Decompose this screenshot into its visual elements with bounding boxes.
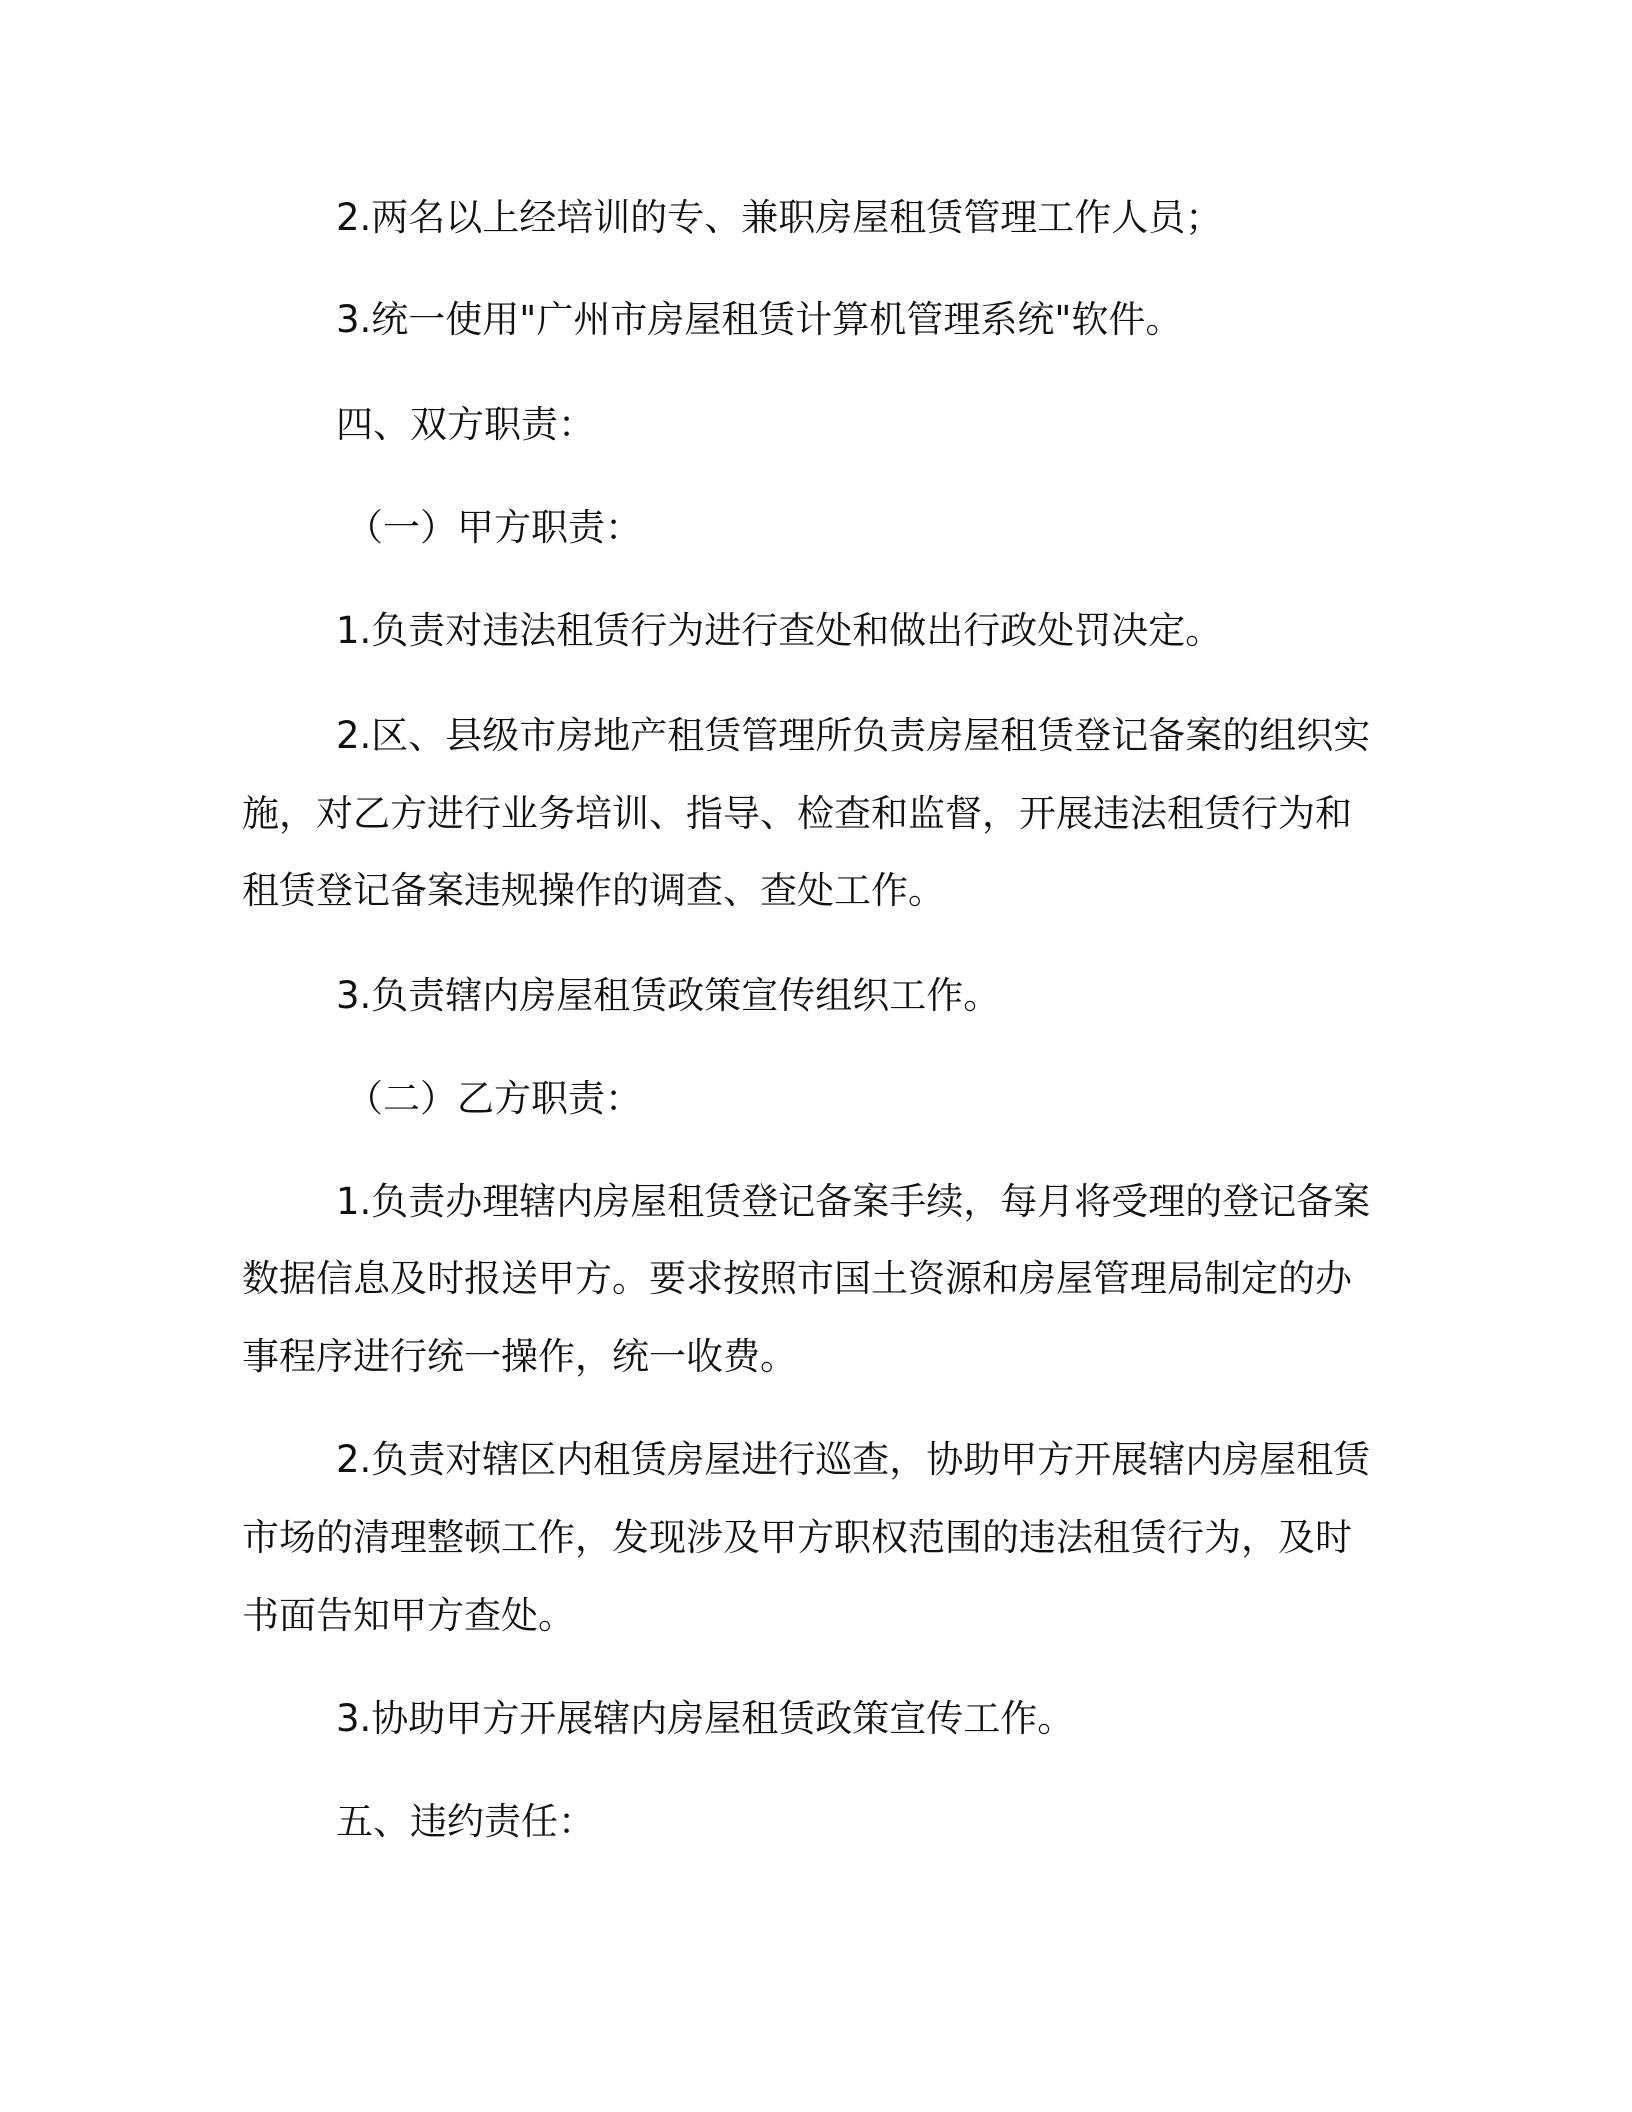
- paragraph-party-b-duty-2-line-3: 书面告知甲方查处。: [242, 1594, 575, 1637]
- paragraph-staff-requirement: 2.两名以上经培训的专、兼职房屋租赁管理工作人员；: [336, 196, 1223, 239]
- paragraph-party-b-duty-2-line-2: 市场的清理整顿工作，发现涉及甲方职权范围的违法租赁行为，及时: [242, 1516, 1352, 1559]
- paragraph-party-b-duty-2-line-1: 2.负责对辖区内租赁房屋进行巡查，协助甲方开展辖内房屋租赁: [336, 1438, 1371, 1481]
- paragraph-party-a-duty-3: 3.负责辖内房屋租赁政策宣传组织工作。: [336, 974, 1001, 1017]
- paragraph-software-requirement: 3.统一使用"广州市房屋租赁计算机管理系统"软件。: [336, 298, 1183, 341]
- paragraph-party-b-duty-1-line-1: 1.负责办理辖内房屋租赁登记备案手续，每月将受理的登记备案: [336, 1180, 1371, 1223]
- paragraph-party-b-duty-3: 3.协助甲方开展辖内房屋租赁政策宣传工作。: [336, 1697, 1075, 1740]
- section-heading-duties: 四、双方职责：: [336, 403, 595, 446]
- paragraph-party-a-duty-1: 1.负责对违法租赁行为进行查处和做出行政处罚决定。: [336, 609, 1223, 652]
- paragraph-party-a-duty-2-line-3: 租赁登记备案违规操作的调查、查处工作。: [242, 869, 945, 912]
- subsection-heading-party-b: （二）乙方职责：: [346, 1077, 642, 1120]
- paragraph-party-b-duty-1-line-2: 数据信息及时报送甲方。要求按照市国土资源和房屋管理局制定的办: [242, 1257, 1352, 1300]
- paragraph-party-a-duty-2-line-2: 施，对乙方进行业务培训、指导、检查和监督，开展违法租赁行为和: [242, 792, 1352, 835]
- subsection-heading-party-a: （一）甲方职责：: [346, 506, 642, 549]
- paragraph-party-b-duty-1-line-3: 事程序进行统一操作，统一收费。: [242, 1335, 797, 1378]
- paragraph-party-a-duty-2-line-1: 2.区、县级市房地产租赁管理所负责房屋租赁登记备案的组织实: [336, 714, 1371, 757]
- section-heading-liability: 五、违约责任：: [336, 1800, 595, 1843]
